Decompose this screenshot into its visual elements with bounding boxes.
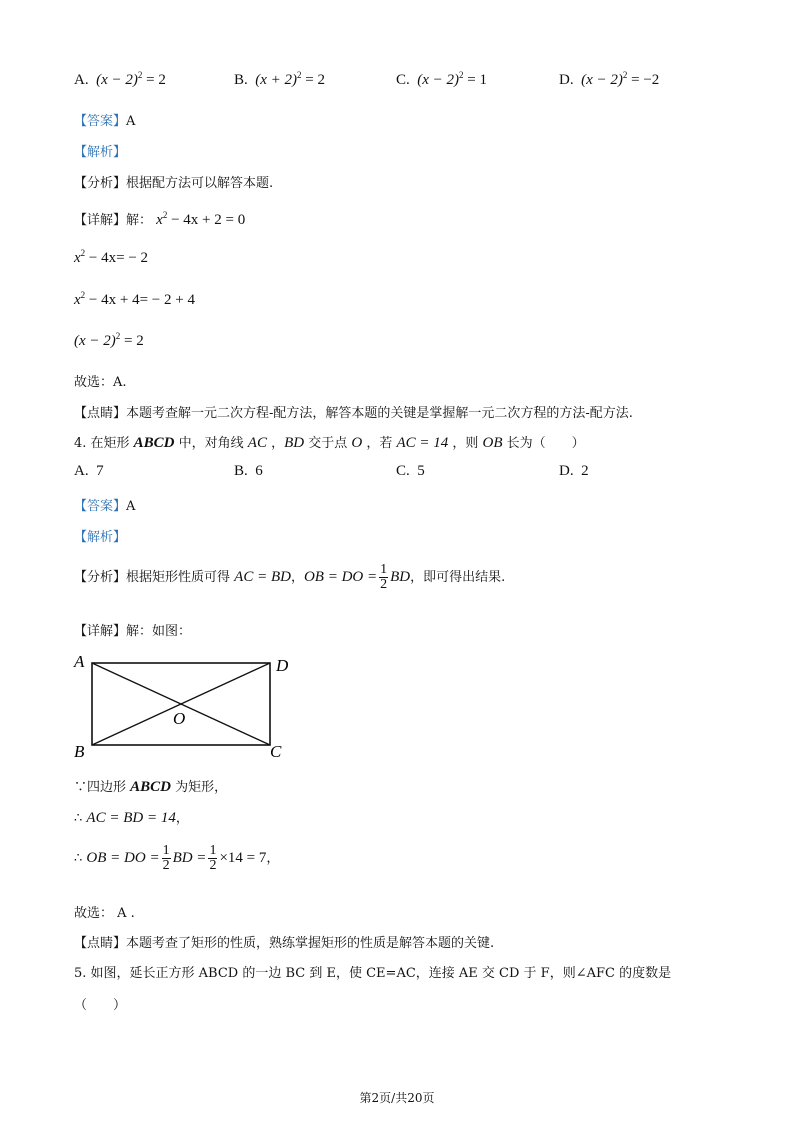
q4-option-d: D. 2	[559, 463, 589, 479]
q3-analysis-tag: 【解析】	[74, 145, 127, 160]
q4-answer: 【答案】A	[74, 499, 136, 514]
q4-option-a: A. 7	[74, 463, 104, 479]
q3-step3: $x^2 - 4x + 4= - 2 + 4$	[74, 290, 195, 308]
page-footer: 第2页/共20页	[359, 1091, 435, 1105]
q4-fenxi: 【分析】根据矩形性质可得 AC = BD，OB = DO = $\frac{1}{2}$ BD，即可得出结果.	[74, 562, 506, 592]
fraction-half: $\frac{1}{2}$	[380, 562, 388, 592]
label-b: B	[74, 742, 85, 761]
q3-choose: 故选：A.	[74, 375, 127, 390]
q4-line2: ∴ AC = BD = 14，	[74, 810, 189, 826]
q3-option-a: A. $(x - 2)^2 = 2$	[74, 70, 166, 88]
q5-stem: 5. 如图，延长正方形 ABCD 的一边 BC 到 E，使 CE=AC，连接 AE 交 CD 于 F，则∠AFC 的度数是	[74, 966, 672, 981]
q4-stem: 4. 在矩形 ABCD 中，对角线 AC ，BD 交于点 O ，若 AC = 14 ，则 OB 长为（ ）	[74, 435, 585, 451]
label-a: A	[74, 652, 85, 671]
q3-answer: 【答案】A	[74, 114, 136, 129]
q3-option-c: C. $(x - 2)^2 = 1$	[396, 70, 488, 88]
q4-option-c: C. 5	[396, 463, 425, 479]
label-d: D	[276, 656, 289, 675]
q4-choose: 故选： A .	[74, 906, 135, 921]
q4-dianjing: 【点睛】本题考查了矩形的性质，熟练掌握矩形的性质是解答本题的关键.	[74, 936, 495, 951]
q4-option-b: B. 6	[234, 463, 263, 479]
answer-tag: 【答案】	[74, 114, 127, 129]
q4-line1: ∵四边形 ABCD 为矩形，	[74, 779, 228, 795]
q3-option-d: D. $(x - 2)^2 = -2$	[559, 70, 660, 88]
q3-xiangjie: 【详解】解： $x^2 - 4x + 2 = 0$	[74, 210, 246, 228]
q3-step4: $(x - 2)^2 = 2$	[74, 331, 144, 349]
label-c: C	[270, 742, 282, 761]
q4-line3: ∴ OB = DO = $\frac{1}{2}$ BD = $\frac{1}{2}$ ×14 = 7，	[74, 843, 280, 873]
rectangle-figure	[70, 650, 300, 762]
q4-xiangjie: 【详解】解：如图：	[74, 624, 192, 639]
q3-option-b: B. $(x + 2)^2 = 2$	[234, 70, 326, 88]
label-o: O	[173, 709, 186, 728]
q5-paren: （ ）	[74, 998, 127, 1013]
q4-analysis-tag: 【解析】	[74, 530, 127, 545]
q3-dianjing: 【点睛】本题考查解一元二次方程-配方法，解答本题的关键是掌握解一元二次方程的方法-配方法.	[74, 406, 633, 421]
q3-step2: $x^2 - 4x= - 2$	[74, 248, 149, 266]
q3-fenxi: 【分析】根据配方法可以解答本题.	[74, 176, 274, 191]
